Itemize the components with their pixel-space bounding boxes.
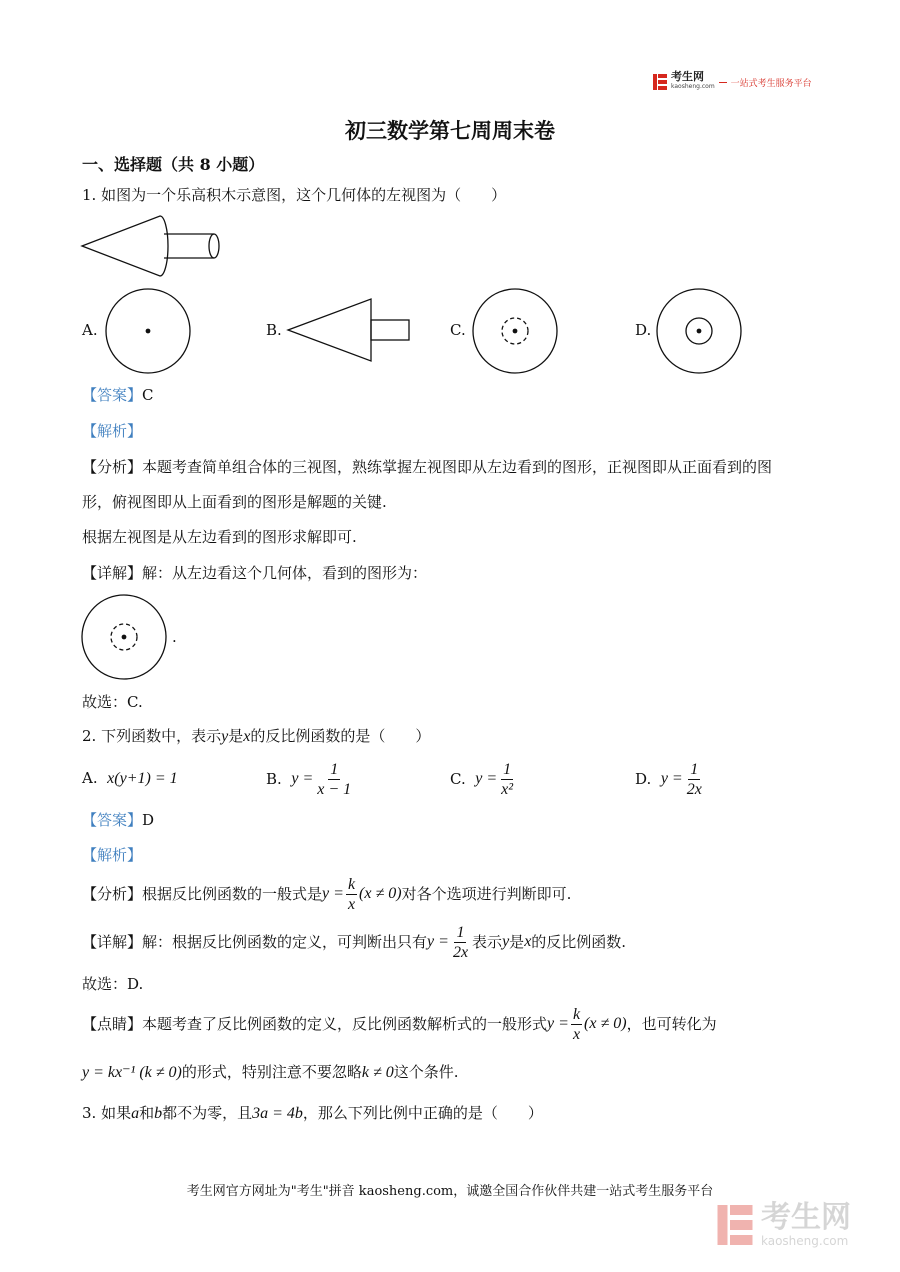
- q2-stem-prefix: 2. 下列函数中，表示: [82, 727, 222, 745]
- q2-detail-y: y: [502, 933, 510, 950]
- q1-analysis-tag: 【解析】: [82, 422, 143, 440]
- q2-detail-lhs: y =: [427, 933, 449, 950]
- q2-fenxi-lhs: y =: [322, 885, 344, 902]
- q2-dianjing-post: ，也可转化为: [626, 1015, 717, 1033]
- q1-option-c-label: C.: [450, 321, 466, 339]
- q1-option-d-label: D.: [635, 321, 652, 339]
- q2-line2-math2: k ≠ 0: [361, 1064, 394, 1081]
- q2-option-d-den: 2x: [686, 780, 702, 798]
- q2-option-d: [635, 757, 706, 801]
- logo-name: 考生网: [671, 70, 704, 83]
- q2-option-c-num: 1: [503, 760, 512, 778]
- q2-option-b-lhs: y =: [291, 770, 314, 787]
- q2-detail: [82, 920, 626, 964]
- q1-option-b-label: B.: [266, 321, 282, 339]
- q2-stem-y: y: [221, 728, 229, 745]
- fenxi-tag: 【分析】: [82, 458, 143, 476]
- page-title: 初三数学第七周周末卷: [345, 118, 555, 143]
- q2-option-d-lhs: y =: [660, 770, 683, 787]
- q2-option-b-num: 1: [330, 760, 339, 778]
- watermark-logo-icon: [715, 1202, 755, 1248]
- footer-watermark: [715, 1202, 851, 1248]
- q2-detail-post: 的反比例函数.: [531, 933, 627, 951]
- q1-line3: 根据左视图是从左边看到的图形求解即可.: [82, 528, 357, 546]
- q3-post: ，那么下列比例中正确的是（ ）: [302, 1104, 543, 1122]
- q1-fenxi-line1: [82, 457, 772, 477]
- q2-option-d-num: 1: [690, 760, 699, 778]
- q2-line2-mid: 的形式，特别注意不要忽略: [181, 1063, 362, 1081]
- q3-pre: 3. 如果: [82, 1104, 132, 1122]
- section-heading: 一、选择题（共 8 小题）: [82, 155, 265, 174]
- header-slogan: 一站式考生服务平台: [730, 78, 812, 89]
- q1-fenxi-line2: 形，俯视图即从上面看到的图形是解题的关键.: [82, 493, 387, 511]
- q2-option-c-lhs: y =: [475, 770, 498, 787]
- q2-option-c-label: C.: [450, 770, 466, 788]
- q2-stem: [82, 726, 430, 747]
- q2-detail-tag: 【详解】: [82, 933, 143, 951]
- q2-answer-tag: 【答案】: [82, 811, 143, 829]
- detail-tag: 【详解】: [82, 564, 143, 582]
- lego-figure: [80, 210, 230, 282]
- q2-detail-x: x: [524, 933, 532, 950]
- footer-text: 考生网官方网址为"考生"拼音 kaosheng.com，诚邀全国合作伙伴共建一站式考生服务平台: [186, 1184, 714, 1199]
- detail-text: 解：从左边看这个几何体，看到的图形为：: [142, 564, 428, 582]
- q1-answer: [82, 385, 154, 405]
- q2-option-a-math: x(y+1) = 1: [107, 770, 178, 787]
- q2-dianjing-cond: (x ≠ 0): [584, 1015, 627, 1032]
- q1-detail: [82, 563, 427, 583]
- q2-dianjing-pre: 本题考查了反比例函数的定义，反比例函数解析式的一般形式: [142, 1015, 548, 1033]
- q3-eq: 3a = 4b: [252, 1105, 303, 1122]
- q2-option-c-den: x²: [501, 780, 514, 798]
- q2-fenxi-pre: 根据反比例函数的一般式是: [142, 885, 323, 903]
- q1-option-c-figure: [471, 287, 559, 375]
- q3-and: 和: [139, 1104, 155, 1122]
- q2-detail-den: 2x: [452, 943, 469, 961]
- watermark-en: kaosheng.com: [761, 1234, 849, 1248]
- q2-dianjing-lhs: y =: [547, 1015, 569, 1032]
- answer-value: C: [142, 386, 154, 404]
- q2-fenxi-cond: (x ≠ 0): [359, 885, 402, 902]
- q2-fenxi: [82, 872, 571, 916]
- q2-detail-mid2: 是: [509, 933, 525, 951]
- q2-fenxi-post: 对各个选项进行判断即可.: [401, 885, 572, 903]
- kaosheng-logo-icon: [652, 73, 668, 91]
- q2-detail-pre: 解：根据反比例函数的定义，可判断出只有: [142, 933, 428, 951]
- q1-option-d-figure: [655, 287, 743, 375]
- q3-b: b: [154, 1105, 163, 1122]
- logo-domain: kaosheng.com: [671, 83, 715, 90]
- q2-analysis-tag: 【解析】: [82, 846, 143, 864]
- watermark-cn: 考生网: [761, 1200, 851, 1235]
- answer-tag: 【答案】: [82, 386, 143, 404]
- q2-fenxi-tag: 【分析】: [82, 885, 143, 903]
- q2-line2-post: 这个条件.: [393, 1063, 459, 1081]
- q1-option-a-label: A.: [82, 321, 98, 339]
- q1-stem: 1. 如图为一个乐高积木示意图，这个几何体的左视图为（ ）: [82, 186, 507, 204]
- q2-answer: [82, 810, 154, 830]
- q2-stem-x: x: [243, 728, 251, 745]
- q2-dianjing: [82, 1002, 717, 1046]
- q2-stem-mid: 是: [228, 727, 244, 745]
- q2-detail-mid: 表示: [472, 933, 503, 951]
- q2-fenxi-num: k: [347, 875, 356, 893]
- q3-a: a: [131, 1105, 140, 1122]
- header-logo: [652, 72, 812, 92]
- q2-fenxi-den: x: [347, 895, 356, 913]
- q1-option-b-figure: [285, 294, 415, 366]
- q2-option-a-label: A.: [82, 769, 98, 787]
- q2-option-a: [82, 768, 178, 789]
- fenxi-text: 本题考查简单组合体的三视图，熟练掌握左视图即从左边看到的图形，正视图即从正面看到的图: [142, 458, 773, 476]
- q2-line2-math: y = kx⁻¹ (k ≠ 0): [82, 1064, 182, 1081]
- q3-stem: [82, 1103, 543, 1124]
- q2-detail-num: 1: [456, 923, 465, 941]
- q1-option-a-figure: [104, 287, 192, 375]
- q2-choice: 故选：D.: [82, 975, 144, 993]
- q2-option-d-label: D.: [635, 770, 652, 788]
- q2-dianjing-den: x: [572, 1025, 581, 1043]
- q1-fig-period: .: [172, 628, 177, 646]
- q1-detail-figure: [80, 593, 176, 681]
- q2-dianjing-tag: 【点睛】: [82, 1015, 143, 1033]
- q2-option-b: [266, 757, 355, 801]
- q2-option-b-den: x − 1: [317, 780, 352, 798]
- q2-option-c: [450, 757, 517, 801]
- q2-stem-suffix: 的反比例函数的是（ ）: [250, 727, 431, 745]
- q2-answer-value: D: [142, 811, 155, 829]
- q3-mid: 都不为零，且: [162, 1104, 253, 1122]
- q1-choice: 故选：C.: [82, 693, 143, 711]
- q2-dianjing-line2: [82, 1062, 459, 1083]
- q2-dianjing-num: k: [572, 1005, 581, 1023]
- q2-option-b-label: B.: [266, 770, 282, 788]
